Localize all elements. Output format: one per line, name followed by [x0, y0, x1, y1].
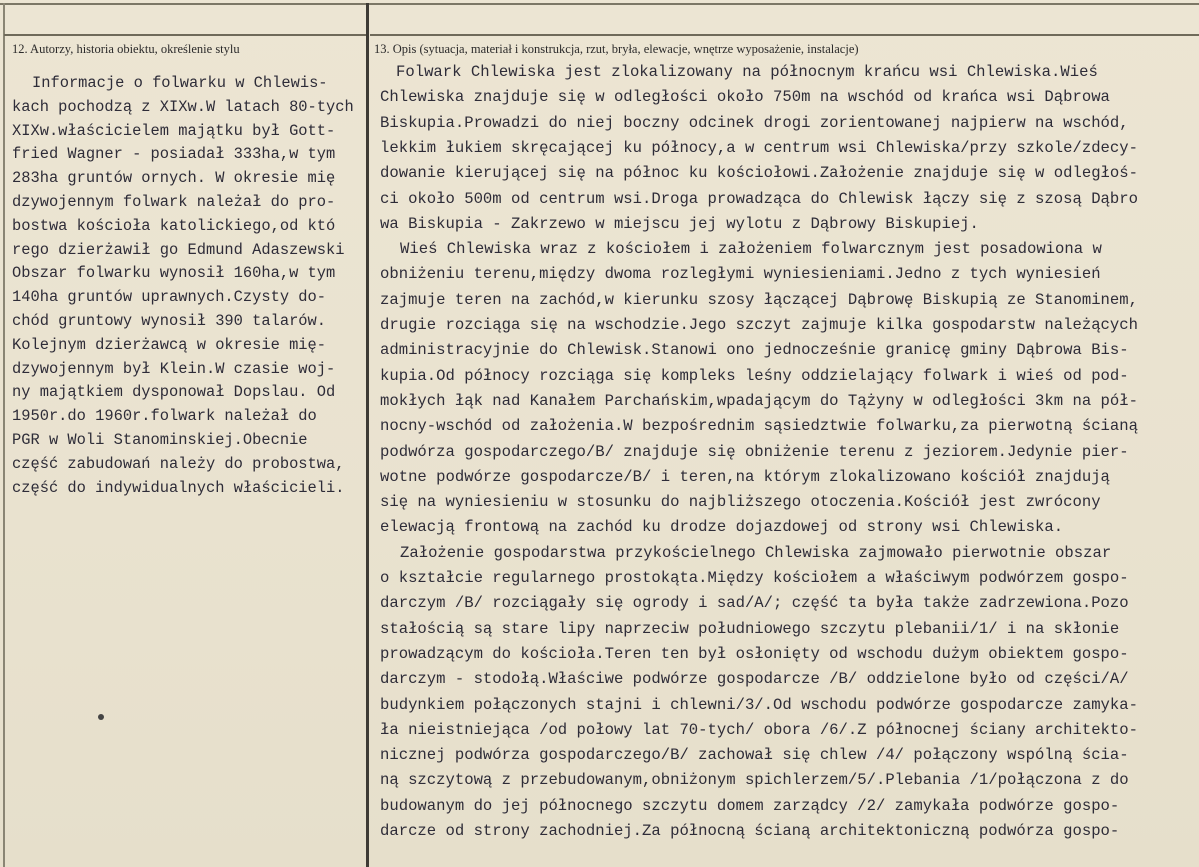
ink-dot — [98, 714, 104, 720]
text-line: Biskupia.Prowadzi do niej boczny odcinek drogi zorientowanej najpierw na wschód, — [380, 113, 1129, 132]
text-line: PGR w Woli Stanominskiej.Obecnie — [12, 431, 308, 449]
text-line: część do indywidualnych właścicieli. — [12, 478, 345, 497]
text-line: Założenie gospodarstwa przykościelnego Chlewiska zajmowało pierwotnie obszar — [400, 543, 1112, 562]
text-line: 1950r.do 1960r.folwark należał do — [12, 407, 317, 426]
section-12-header: 12. Autorzy, historia obiektu, określenie stylu — [12, 42, 240, 56]
text-line: chód gruntowy wynosił 390 talarów. — [12, 312, 327, 330]
text-line: o kształcie regularnego prostokąta.Między kościołem a właściwym podwórzem gospo- — [380, 569, 1129, 587]
text-line: darczym - stodołą.Właściwe podwórze gospodarcze /B/ oddzielone było od części/A/ — [380, 670, 1129, 689]
text-line: prowadzącym do kościoła.Teren ten był osłonięty od wschodu dużym obiektem gospo- — [380, 644, 1129, 663]
text-line: XIXw.właścicielem majątku był Gott- — [12, 121, 336, 140]
text-line: ci około 500m od centrum wsi.Droga prowadząca do Chlewisk łączy się z szosą Dąbro — [380, 189, 1138, 208]
text-line: mokłych łąk nad Kanałem Parchańskim,wpadającym do Tążyny w odległości 3km na pół- — [380, 391, 1138, 410]
text-line: 140ha gruntów uprawnych.Czysty do- — [12, 288, 327, 307]
page-top-border — [0, 3, 1199, 5]
text-line: lekkim łukiem skręcającej ku północy,a w centrum wsi Chlewiska/przy szkole/zdecy- — [380, 138, 1138, 157]
text-line: Chlewiska znajduje się w odległości około 750m na wschód od krańca wsi Dąbrowa — [380, 88, 1110, 107]
text-line: stałością są stare lipy naprzeciw południowego szczytu plebanii/1/ i na skłonie — [380, 619, 1120, 638]
left-header-rule — [4, 34, 366, 36]
text-line: wa Biskupia - Zakrzewo w miejscu jej wylotu z Dąbrowy Biskupiej. — [380, 214, 979, 233]
text-line: się na wyniesieniu w stosunku do najbliższego otoczenia.Kościół jest zwrócony — [380, 493, 1101, 512]
text-line: darcze od strony zachodniej.Za północną ścianą architektoniczną podwórza gospo- — [380, 822, 1120, 840]
text-line: dzywojennym był Klein.W czasie woj- — [12, 359, 336, 378]
text-line: budynkiem połączonych stajni i chlewni/3/.Od wschodu podwórze gospodarcze zamyka- — [380, 695, 1138, 714]
text-line: Wieś Chlewiska wraz z kościołem i założeniem folwarcznym jest posadowiona w — [400, 240, 1102, 259]
text-line: budowanym do jej północnego szczytu domem zarządcy /2/ zamykała podwórze gospo- — [380, 796, 1120, 815]
text-line: kupia.Od północy rozciąga się kompleks leśny oddzielający folwark i wieś od pod- — [380, 366, 1129, 385]
text-line: wotne podwórze gospodarcze/B/ i teren,na którym zlokalizowano kościół znajdują — [380, 467, 1110, 486]
text-line: Folwark Chlewiska jest zlokalizowany na północnym krańcu wsi Chlewiska.Wieś — [396, 63, 1098, 81]
text-line: Kolejnym dzierżawcą w okresie mię- — [12, 335, 327, 354]
text-line: dzywojennym folwark należał do pro- — [12, 193, 336, 211]
text-line: nicznej podwórza gospodarczego/B/ zachował się chlew /4/ połączony wspólną ścia- — [380, 746, 1129, 765]
column-divider — [366, 3, 369, 867]
text-line: drugie rozciąga się na wschodzie.Jego szczyt zajmuje kilka gospodarstw należących — [380, 316, 1138, 334]
text-line: elewacją frontową na zachód ku drodze dojazdowej od strony wsi Chlewiska. — [380, 518, 1064, 537]
text-line: rego dzierżawił go Edmund Adaszewski — [12, 240, 345, 259]
text-line: bostwa kościoła katolickiego,od któ — [12, 216, 336, 235]
text-line: część zabudowań należy do probostwa, — [12, 454, 345, 473]
text-line: obniżeniu terenu,między dwoma rozległymi wyniesieniami.Jedno z tych wyniesień — [380, 265, 1101, 284]
text-line: darczym /B/ rozciągały się ogrody i sad/A/; część ta była także zadrzewiona.Pozo — [380, 594, 1129, 613]
text-line: ła nieistniejąca /od połowy lat 70-tych/ obora /6/.Z północnej ściany architekto- — [380, 720, 1138, 739]
text-line: Informacje o folwarku w Chlewis- — [32, 74, 328, 92]
text-line: Obszar folwarku wynosił 160ha,w tym — [12, 264, 336, 283]
text-line: podwórza gospodarczego/B/ znajduje się obniżenie terenu z jeziorem.Jedynie pier- — [380, 442, 1129, 461]
text-line: kach pochodzą z XIXw.W latach 80-tych — [12, 97, 354, 116]
text-line: fried Wagner - posiadał 333ha,w tym — [12, 145, 336, 164]
section-13-header: 13. Opis (sytuacja, materiał i konstrukcja, rzut, bryła, elewacje, wnętrze wyposażenie, instalacje) — [374, 42, 859, 56]
text-line: ny majątkiem dysponował Dopslau. Od — [12, 383, 336, 402]
text-line: zajmuje teren na zachód,w kierunku szosy łączącej Dąbrowę Biskupią ze Stanominem, — [380, 290, 1138, 309]
text-line: administracyjnie do Chlewisk.Stanowi ono jednocześnie granicę gminy Dąbrowa Bis- — [380, 341, 1129, 360]
page-left-border — [3, 3, 5, 867]
text-line: ną szczytową z przebudowanym,obniżonym spichlerzem/5/.Plebania /1/połączona z do — [380, 771, 1129, 790]
text-line: dowanie kierującej się na północ ku kościołowi.Założenie znajduje się w odległoś- — [380, 164, 1138, 183]
text-line: 283ha gruntów ornych. W okresie mię — [12, 169, 336, 188]
right-header-rule — [370, 34, 1199, 36]
text-line: nocny-wschód od założenia.W bezpośrednim sąsiedztwie folwarku,za pierwotną ścianą — [380, 417, 1138, 436]
